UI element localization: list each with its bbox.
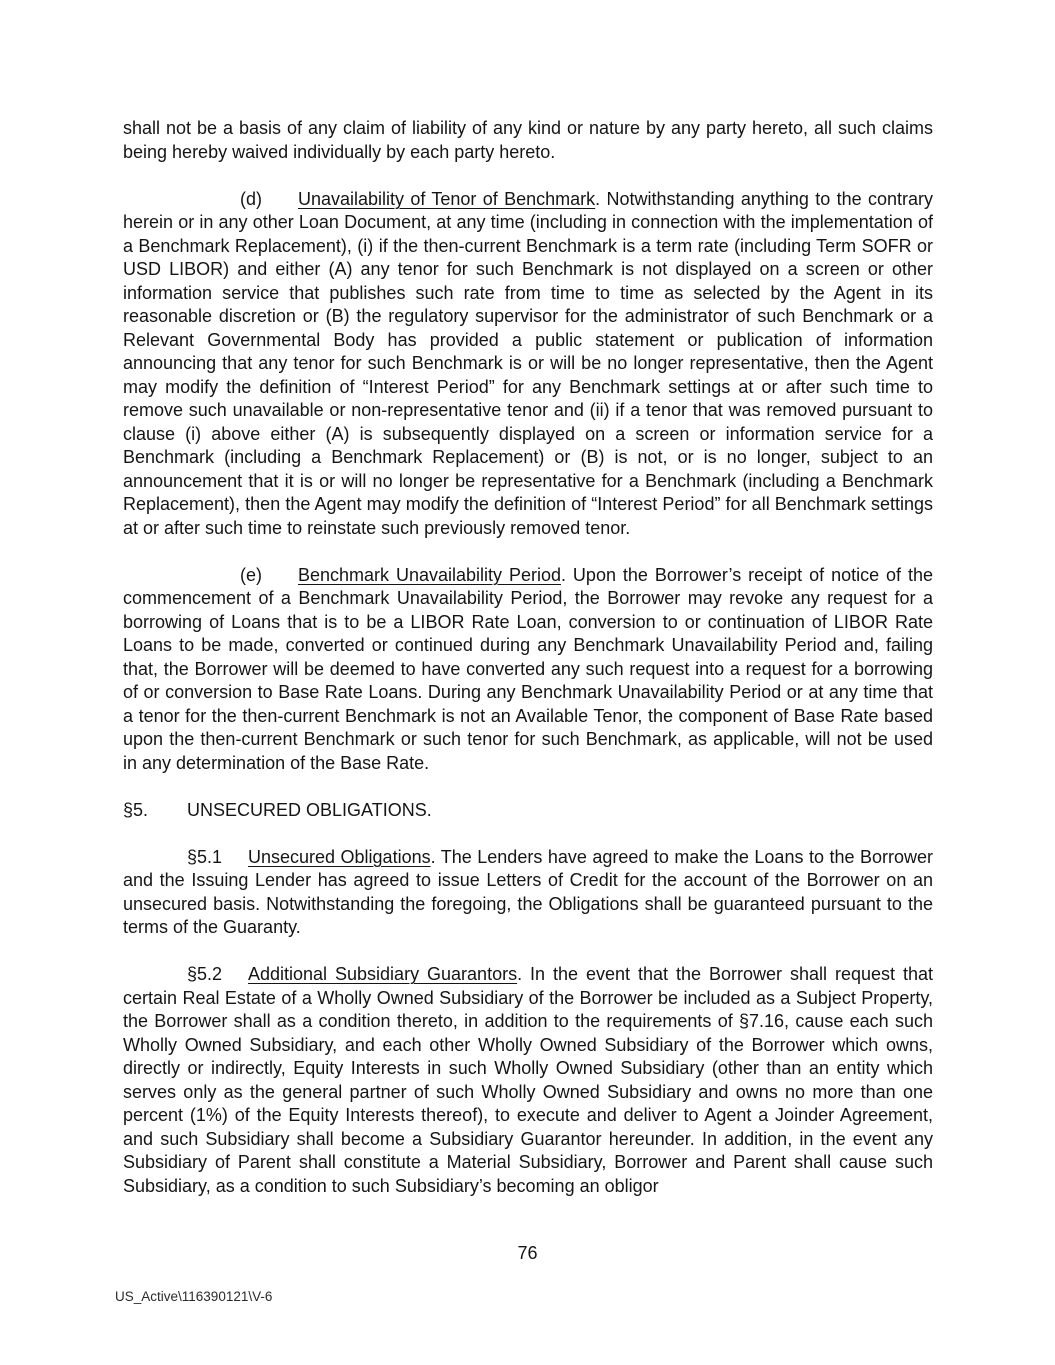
section-5-title: UNSECURED OBLIGATIONS. xyxy=(187,799,432,820)
paragraph-5-1 xyxy=(123,846,933,940)
paragraph-d-label: (d) xyxy=(240,188,262,209)
paragraph-e-body: . Upon the Borrower’s receipt of notice of the commencement of a Benchmark Unavailability Period, the Borrower may revoke any request for a borrowing of Loans that is to be a LIBOR Rate Loan, conversion to or continuation of LIBOR Rate Loans to be made, converted or continued during any Benchmark Unavailability Period and, failing that, the Borrower will be deemed to have converted any such request into a request for a borrowing of or conversion to Base Rate Loans. During any Benchmark Unavailability Period or at any time that a tenor for the then-current Benchmark is not an Available Tenor, the component of Base Rate based upon the then-current Benchmark or such tenor for such Benchmark, as applicable, will not be used in any determination of the Base Rate. xyxy=(123,564,934,773)
section-5-heading xyxy=(123,799,933,823)
paragraph-5-2-body: . In the event that the Borrower shall request that certain Real Estate of a Wholly Owned Subsidiary of the Borrower be included as a Subject Property, the Borrower shall as a condition thereto, in addition to the requirements of §7.16, cause each such Wholly Owned Subsidiary, and each other Wholly Owned Subsidiary of the Borrower which owns, directly or indirectly, Equity Interests in such Wholly Owned Subsidiary (other than an entity which serves only as the general partner of such Wholly Owned Subsidiary and owns no more than one percent (1%) of the Equity Interests thereof), to execute and deliver to Agent a Joinder Agreement, and such Subsidiary shall become a Subsidiary Guarantor hereunder. In addition, in the event any Subsidiary of Parent shall constitute a Material Subsidiary, Borrower and Parent shall cause such Subsidiary, as a condition to such Subsidiary’s becoming an obligor xyxy=(123,964,933,1196)
paragraph-d-heading: Unavailability of Tenor of Benchmark xyxy=(298,188,596,209)
footer-doc-id: US_Active\116390121\V-6 xyxy=(115,1289,273,1304)
paragraph-5-2-heading: Additional Subsidiary Guarantors xyxy=(248,964,518,984)
paragraph-5-1-body: . The Lenders have agreed to make the Loans to the Borrower and the Issuing Lender has agreed to issue Letters of Credit for the account of the Borrower on an unsecured basis. Notwithstanding the foregoing, the Obligations shall be guaranteed pursuant to the terms of the Guaranty. xyxy=(123,846,933,937)
paragraph-e-label: (e) xyxy=(240,564,262,585)
section-5-label: §5. xyxy=(123,799,149,820)
paragraph-5-1-label: §5.1 xyxy=(187,846,223,867)
paragraph-e xyxy=(123,564,933,776)
page-number: 76 xyxy=(517,1243,538,1263)
paragraph-5-2-label: §5.2 xyxy=(187,964,223,984)
paragraph-intro: shall not be a basis of any claim of liability of any kind or nature by any party hereto, all such claims being hereby waived individually by each party hereto. xyxy=(123,118,933,162)
paragraph-d xyxy=(123,188,933,541)
paragraph-5-1-heading: Unsecured Obligations xyxy=(248,846,431,867)
paragraph-e-heading: Benchmark Unavailability Period xyxy=(298,564,561,585)
paragraph-5-2 xyxy=(123,963,933,1198)
paragraph-d-body: . Notwithstanding anything to the contrary herein or in any other Loan Document, at any time (including in connection with the implementation of a Benchmark Replacement), (i) if the then-current Benchmark is a term rate (including Term SOFR or USD LIBOR) and either (A) any tenor for such Benchmark is not displayed on a screen or other information service that publishes such rate from time to time as selected by the Agent in its reasonable discretion or (B) the regulatory supervisor for the administrator of such Benchmark or a Relevant Governmental Body has provided a public statement or publication of information announcing that any tenor for such Benchmark is or will be no longer representative, then the Agent may modify the definition of “Interest Period” for any Benchmark settings at or after such time to remove such unavailable or non-representative tenor and (ii) if a tenor that was removed pursuant to clause (i) above either (A) is subsequently displayed on a screen or information service for a Benchmark (including a Benchmark Replacement) or (B) is not, or is no longer, subject to an announcement that it is or will no longer be representative for a Benchmark (including a Benchmark Replacement), then the Agent may modify the definition of “Interest Period” for all Benchmark settings at or after such time to reinstate such previously removed tenor. xyxy=(123,188,933,538)
